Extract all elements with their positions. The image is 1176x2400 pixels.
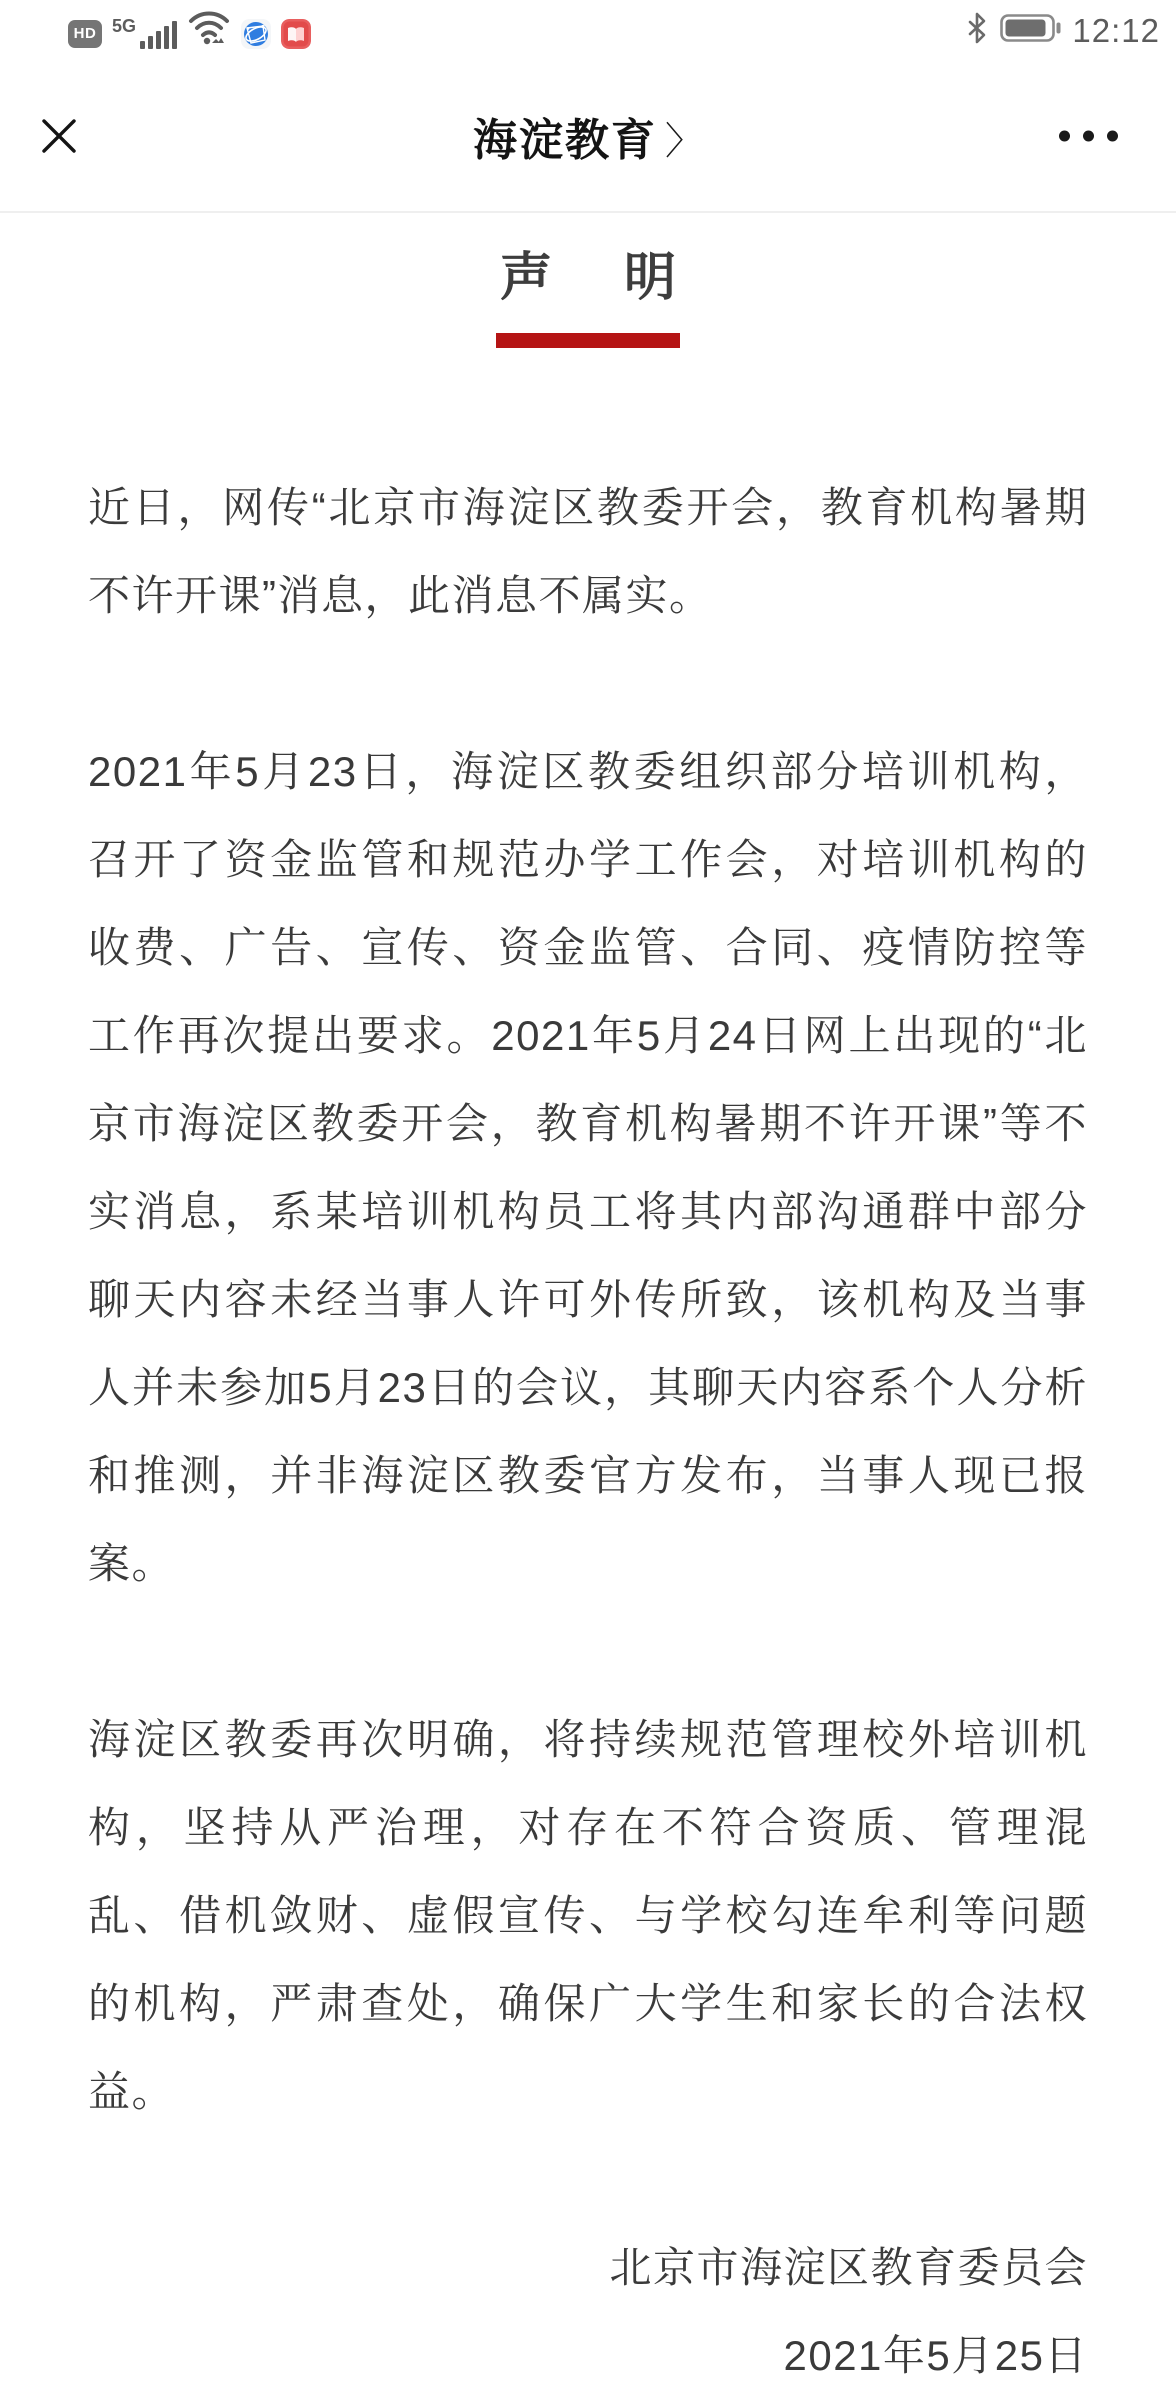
more-dots-icon [1059, 131, 1070, 142]
article-body [0, 213, 1176, 2400]
hd-badge: HD [68, 20, 102, 48]
page-title: 海淀教育 [472, 116, 657, 165]
nav-bar [0, 61, 1176, 213]
statement-paragraphs [88, 464, 1088, 2136]
browser-app-icon [241, 19, 271, 49]
statement-title-char-left: 声 [499, 249, 552, 307]
signal-bars-icon [140, 21, 177, 49]
wifi-icon [187, 8, 231, 51]
status-left-group [68, 5, 311, 57]
close-icon [37, 114, 81, 158]
status-bar [0, 0, 1176, 61]
status-right-group [964, 5, 1160, 57]
signature-org: 北京市海淀区教育委员会 [609, 2244, 1088, 2291]
signature-date: 2021年5月25日 [783, 2332, 1088, 2379]
chevron-right-icon: 〉 [664, 120, 704, 163]
bluetooth-icon [964, 12, 990, 49]
cellular-signal [112, 15, 177, 49]
statement-title-char-right: 明 [624, 249, 677, 307]
close-button[interactable] [36, 113, 82, 159]
account-title-link[interactable] [473, 104, 703, 168]
paragraph-1: 近日，网传“北京市海淀区教委开会，教育机构暑期不许开课”消息，此消息不属实。 [88, 484, 1088, 619]
statement-title [88, 251, 1088, 305]
more-button[interactable] [1053, 117, 1124, 156]
signature-block [88, 2224, 1088, 2400]
title-red-underline [496, 333, 680, 348]
network-type-label: 5G [112, 15, 137, 36]
paragraph-3: 海淀区教委再次明确，将持续规范管理校外培训机构，坚持从严治理，对存在不符合资质、管理混乱、借机敛财、虚假宣传、与学校勾连牟利等问题的机构，严肃查处，确保广大学生和家长的合法权益。 [88, 1716, 1088, 2115]
clock-label: 12:12 [1072, 11, 1160, 49]
battery-icon [1000, 13, 1062, 48]
paragraph-2: 2021年5月23日，海淀区教委组织部分培训机构，召开了资金监管和规范办学工作会，对培训机构的收费、广告、宣传、资金监管、合同、疫情防控等工作再次提出要求。2021年5月24日网上出现的“北京市海淀区教委开会，教育机构暑期不许开课”等不实消息，系某培训机构员工将其内部沟通群中部分聊天内容未经当事人许可外传所致，该机构及当事人并未参加5月23日的会议，其聊天内容系个人分析和推测，并非海淀区教委官方发布，当事人现已报案。 [88, 748, 1088, 1587]
reader-app-icon [281, 19, 311, 49]
